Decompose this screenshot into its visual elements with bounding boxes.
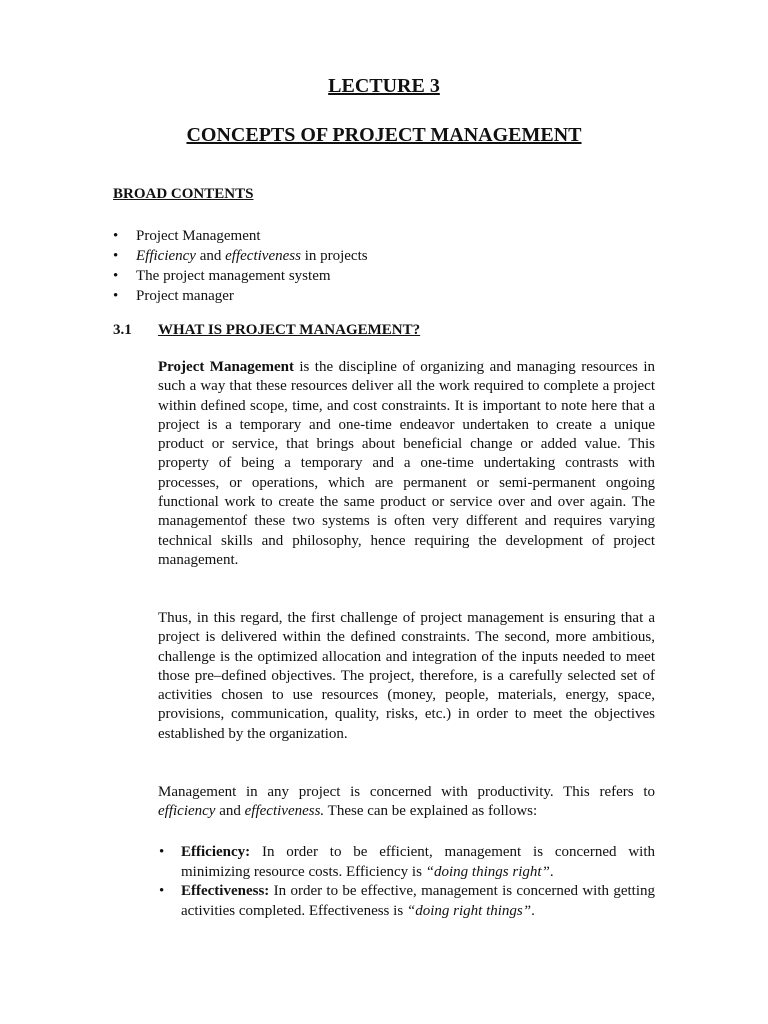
paragraph-definition: Project Management is the discipline of organizing and managing resources in such a way that these resources deliver all the work required to complete a project within defined scope, time, and cost constraints. It is important to note here that a project is a temporary and one-time endeavor undertaken to create a unique product or service, that brings about beneficial change or added value. This property of being a temporary and a one-time undertaking contrasts with processes, or operations, which are permanent or semi-permanent ongoing functional work to create the same product or service over and over again. The managementof these two systems is often very different and requires varying technical skills and philosophy, hence requiring the development of project management. <box>158 359 655 568</box>
lecture-title: LECTURE 3 <box>328 75 440 97</box>
broad-contents-list <box>113 226 368 306</box>
list-item: • Effectiveness: In order to be effective, management is concerned with getting activities completed. Effectiveness is “doing right things”. <box>158 882 655 921</box>
list-item: • Project manager <box>113 286 368 306</box>
paragraph-challenges: Thus, in this regard, the first challenge of project management is ensuring that a project is delivered within the defined constraints. The second, more ambitious, challenge is the optimized allocation and integration of the inputs needed to meet those pre–defined objectives. The project, therefore, is a carefully selected set of activities chosen to use resources (money, people, materials, energy, space, provisions, communication, quality, risks, etc.) in order to meet the objectives established by the organization. <box>158 610 655 742</box>
lecture-subtitle: CONCEPTS OF PROJECT MANAGEMENT <box>186 124 582 146</box>
section-heading: WHAT IS PROJECT MANAGEMENT? <box>158 322 421 338</box>
section-number: 3.1 <box>113 322 132 338</box>
efficiency-effectiveness-list <box>158 843 655 921</box>
paragraph-productivity: Management in any project is concerned with productivity. This refers to efficiency and effectiveness. These can be explained as follows: <box>158 784 655 820</box>
list-item: • Efficiency: In order to be efficient, management is concerned with minimizing resource costs. Efficiency is “doing things right”. <box>158 843 655 882</box>
broad-contents-heading: BROAD CONTENTS <box>113 186 254 202</box>
list-item: • Efficiency and effectiveness in projects <box>113 246 368 266</box>
list-item: • Project Management <box>113 226 368 246</box>
list-item: • The project management system <box>113 266 368 286</box>
